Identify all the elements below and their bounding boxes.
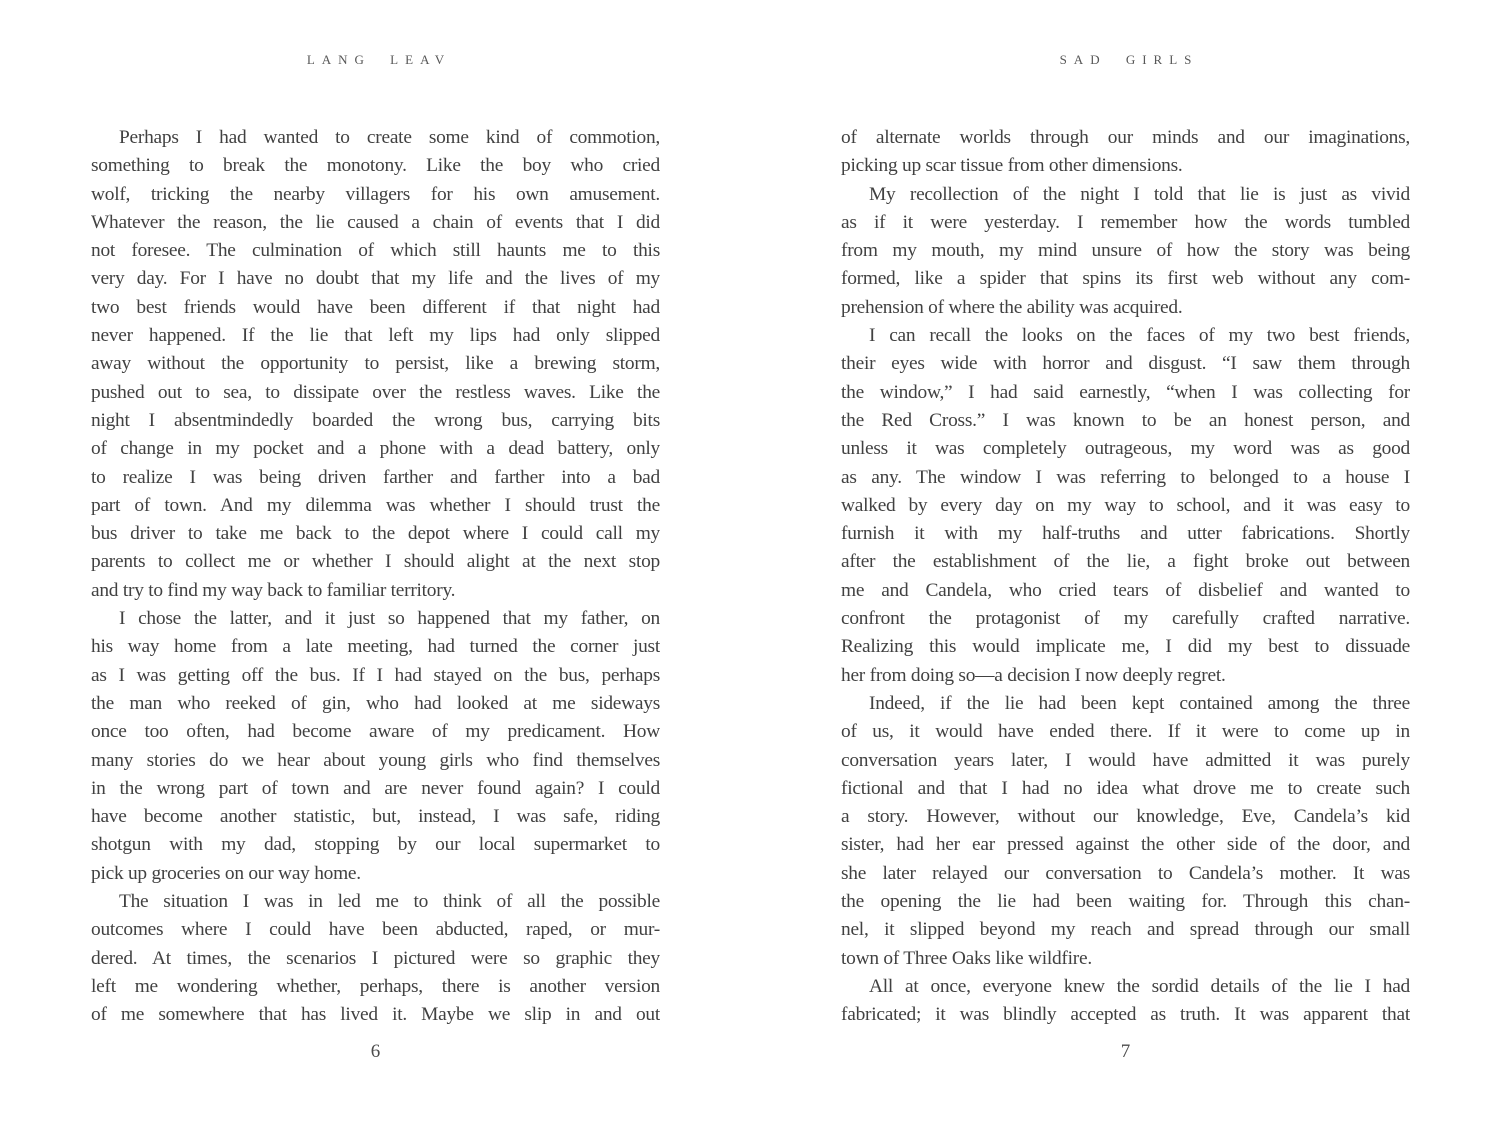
text-line: left me wondering whether, perhaps, there is another version: [91, 975, 660, 997]
text-line: formed, like a spider that spins its first web without any com-: [841, 268, 1410, 290]
text-line: prehension of where the ability was acquired.: [841, 296, 1183, 318]
page-number-left: 6: [370, 1041, 381, 1062]
text-line: away without the opportunity to persist, like a brewing storm,: [91, 353, 660, 375]
text-line: of change in my pocket and a phone with a dead battery, only: [91, 438, 660, 460]
text-line: of me somewhere that has lived it. Maybe we slip in and out: [91, 1004, 660, 1026]
text-line: very day. For I have no doubt that my life and the lives of my: [91, 268, 660, 290]
text-line: Indeed, if the lie had been kept contained among the three: [869, 692, 1410, 714]
running-head-author: LANG LEAV: [306, 52, 452, 67]
text-line: me and Candela, who cried tears of disbelief and wanted to: [841, 579, 1410, 601]
text-line: Perhaps I had wanted to create some kind of commotion,: [119, 127, 660, 148]
text-line: The situation I was in led me to think of all the possible: [119, 891, 660, 913]
text-line: shotgun with my dad, stopping by our local supermarket to: [91, 834, 660, 856]
text-line: her from doing so—a decision I now deeply regret.: [841, 664, 1226, 686]
text-line: as I was getting off the bus. If I had stayed on the bus, perhaps: [91, 664, 660, 686]
text-line: many stories do we hear about young girls who find themselves: [91, 749, 660, 771]
text-line: pick up groceries on our way home.: [91, 862, 361, 884]
text-line: two best friends would have been different if that night had: [91, 296, 660, 318]
text-line: and try to find my way back to familiar territory.: [91, 579, 456, 601]
text-line: to realize I was being driven farther and farther into a bad: [91, 466, 660, 488]
text-line: the window,” I had said earnestly, “when I was collecting for: [841, 381, 1410, 403]
body-text-left: [91, 124, 660, 1030]
text-line: part of town. And my dilemma was whether I should trust the: [91, 494, 660, 516]
text-line: fictional and that I had no idea what drove me to create such: [841, 777, 1410, 799]
text-line: have become another statistic, but, instead, I was safe, riding: [91, 806, 660, 828]
text-line: their eyes wide with horror and disgust. “I saw them through: [841, 353, 1410, 375]
text-line: Realizing this would implicate me, I did my best to dissuade: [841, 636, 1410, 658]
page-number-right: 7: [1120, 1041, 1131, 1062]
text-line: Whatever the reason, the lie caused a chain of events that I did: [91, 211, 660, 233]
text-line: unless it was completely outrageous, my word was as good: [841, 438, 1410, 460]
text-line: of us, it would have ended there. If it were to come up in: [841, 721, 1410, 743]
text-line: confront the protagonist of my carefully crafted narrative.: [841, 608, 1410, 630]
text-line: dered. At times, the scenarios I pictured were so graphic they: [91, 947, 660, 969]
text-line: of alternate worlds through our minds and our imaginations,: [841, 127, 1410, 148]
text-line: furnish it with my half-truths and utter fabrications. Shortly: [841, 523, 1410, 545]
text-line: walked by every day on my way to school, and it was easy to: [841, 494, 1410, 516]
text-line: the man who reeked of gin, who had looked at me sideways: [91, 692, 660, 714]
page-right: [841, 0, 1410, 1125]
text-line: I can recall the looks on the faces of my two best friends,: [869, 325, 1410, 347]
text-line: as any. The window I was referring to belonged to a house I: [841, 466, 1410, 488]
text-line: parents to collect me or whether I should alight at the next stop: [91, 551, 660, 573]
text-line: the opening the lie had been waiting for. Through this chan-: [841, 891, 1410, 913]
text-line: picking up scar tissue from other dimensions.: [841, 155, 1183, 177]
body-text-right: [841, 124, 1410, 1030]
text-line: I chose the latter, and it just so happened that my father, on: [119, 608, 660, 630]
text-line: not foresee. The culmination of which still haunts me to this: [91, 240, 660, 262]
page-left: [91, 0, 660, 1125]
text-line: from my mouth, my mind unsure of how the story was being: [841, 240, 1410, 262]
text-line: as if it were yesterday. I remember how the words tumbled: [841, 211, 1410, 233]
text-line: My recollection of the night I told that lie is just as vivid: [869, 183, 1410, 205]
text-line: the Red Cross.” I was known to be an honest person, and: [841, 409, 1410, 431]
text-line: sister, had her ear pressed against the other side of the door, and: [841, 834, 1410, 856]
text-line: All at once, everyone knew the sordid details of the lie I had: [869, 975, 1410, 997]
text-line: conversation years later, I would have admitted it was purely: [841, 749, 1410, 771]
text-line: in the wrong part of town and are never found again? I could: [91, 777, 660, 799]
text-line: never happened. If the lie that left my lips had only slipped: [91, 325, 660, 347]
text-line: bus driver to take me back to the depot where I could call my: [91, 523, 660, 545]
text-line: outcomes where I could have been abducted, raped, or mur-: [91, 919, 660, 941]
text-line: wolf, tricking the nearby villagers for his own amusement.: [91, 183, 660, 205]
text-line: she later relayed our conversation to Candela’s mother. It was: [841, 862, 1410, 884]
text-line: after the establishment of the lie, a fight broke out between: [841, 551, 1410, 573]
text-line: once too often, had become aware of my predicament. How: [91, 721, 660, 743]
text-line: his way home from a late meeting, had turned the corner just: [91, 636, 660, 658]
text-line: nel, it slipped beyond my reach and spread through our small: [841, 919, 1410, 941]
text-line: town of Three Oaks like wildfire.: [841, 947, 1092, 969]
text-line: something to break the monotony. Like the boy who cried: [91, 155, 660, 177]
text-line: night I absentmindedly boarded the wrong bus, carrying bits: [91, 409, 660, 431]
running-head-title: SAD GIRLS: [1059, 52, 1199, 67]
text-line: a story. However, without our knowledge, Eve, Candela’s kid: [841, 806, 1410, 828]
text-line: pushed out to sea, to dissipate over the restless waves. Like the: [91, 381, 660, 403]
text-line: fabricated; it was blindly accepted as truth. It was apparent that: [841, 1004, 1410, 1026]
